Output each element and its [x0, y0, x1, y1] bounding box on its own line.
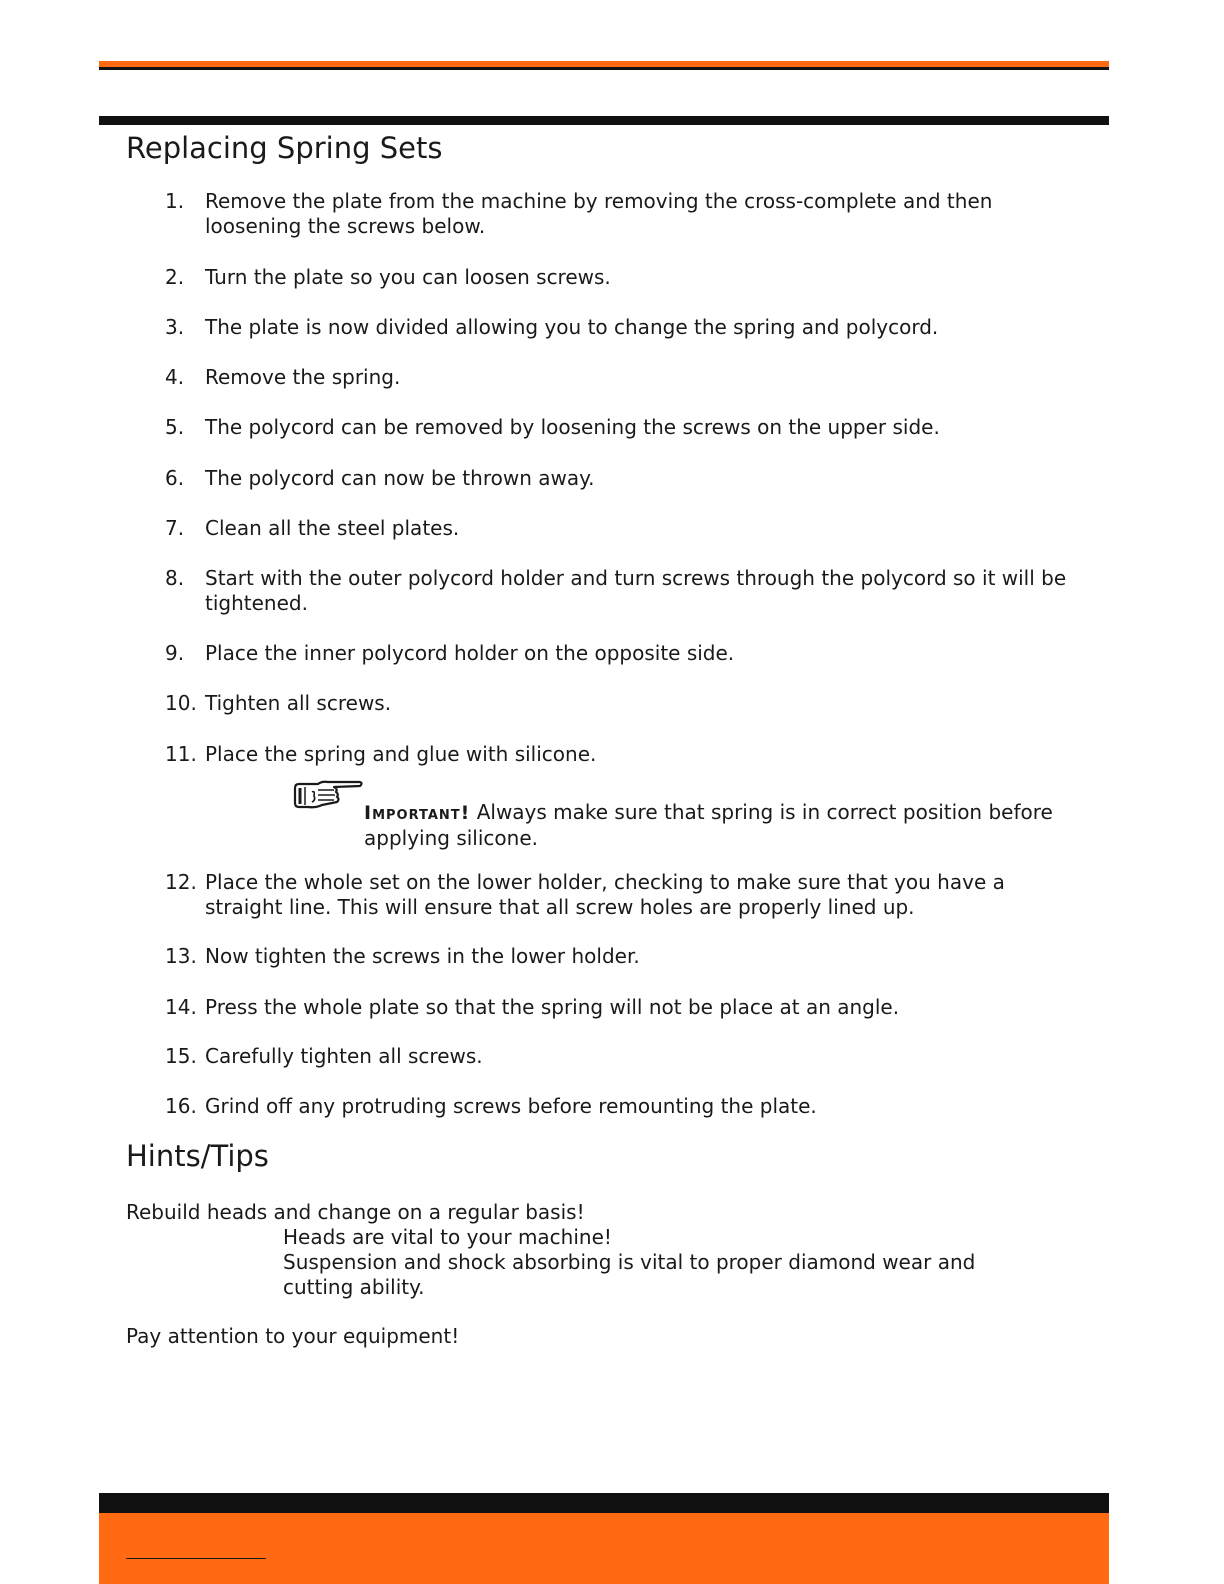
step-item: [165, 641, 1085, 666]
section-title: Replacing Spring Sets: [126, 131, 443, 165]
step-item: [165, 516, 1085, 541]
step-number: 14.: [165, 995, 197, 1019]
footer-rule: [99, 1493, 1109, 1513]
step-text: Remove the plate from the machine by removing the cross-complete and then loosening the screws below.: [205, 189, 993, 238]
step-number: 15.: [165, 1044, 197, 1068]
step-item: [165, 189, 1085, 239]
step-number: 8.: [165, 566, 185, 590]
step-text: Now tighten the screws in the lower holder.: [205, 944, 640, 968]
step-item: [165, 566, 1085, 616]
step-number: 9.: [165, 641, 185, 665]
step-text: The polycord can be removed by loosening the screws on the upper side.: [205, 415, 940, 439]
step-number: 6.: [165, 466, 185, 490]
important-message: Always make sure that spring is in correct position before applying silicone.: [364, 800, 1053, 850]
tips-closing: Pay attention to your equipment!: [126, 1324, 460, 1348]
step-item: [165, 870, 1085, 920]
step-text: The polycord can now be thrown away.: [205, 466, 595, 490]
step-item: [165, 466, 1085, 491]
step-text: Press the whole plate so that the spring will not be place at an angle.: [205, 995, 900, 1019]
step-number: 1.: [165, 189, 185, 213]
important-label: Important!: [364, 802, 471, 824]
tips-lead: Rebuild heads and change on a regular basis!: [126, 1200, 585, 1224]
step-text: Clean all the steel plates.: [205, 516, 460, 540]
step-number: 7.: [165, 516, 185, 540]
step-item: [165, 265, 1085, 290]
important-note: [292, 778, 1072, 854]
header-rule: [99, 116, 1109, 125]
step-number: 13.: [165, 944, 197, 968]
pointing-hand-icon: [292, 778, 364, 816]
step-number: 4.: [165, 365, 185, 389]
footer-band: [99, 1513, 1109, 1584]
step-text: The plate is now divided allowing you to change the spring and polycord.: [205, 315, 939, 339]
step-item: [165, 365, 1085, 390]
step-item: [165, 691, 1085, 716]
step-number: 12.: [165, 870, 197, 894]
footer-underline: [126, 1558, 266, 1559]
tips-detail: cutting ability.: [283, 1275, 425, 1299]
step-item: [165, 1094, 1085, 1119]
step-text: Place the inner polycord holder on the opposite side.: [205, 641, 735, 665]
important-note-text: [364, 800, 1064, 851]
step-text: Tighten all screws.: [205, 691, 392, 715]
step-text: Place the whole set on the lower holder, checking to make sure that you have a straight line. This will ensure that all screw holes are properly lined up.: [205, 870, 1005, 919]
step-item: [165, 995, 1085, 1020]
tips-detail: Suspension and shock absorbing is vital to proper diamond wear and: [283, 1250, 976, 1274]
step-text: Carefully tighten all screws.: [205, 1044, 483, 1068]
step-item: [165, 1044, 1085, 1069]
tips-detail: Heads are vital to your machine!: [283, 1225, 612, 1249]
step-number: 16.: [165, 1094, 197, 1118]
step-text: Grind off any protruding screws before remounting the plate.: [205, 1094, 817, 1118]
step-number: 5.: [165, 415, 185, 439]
step-text: Place the spring and glue with silicone.: [205, 742, 597, 766]
step-item: [165, 742, 1085, 767]
top-thin-rule: [99, 67, 1109, 70]
step-number: 3.: [165, 315, 185, 339]
step-number: 10.: [165, 691, 197, 715]
step-text: Remove the spring.: [205, 365, 401, 389]
step-number: 11.: [165, 742, 197, 766]
step-text: Start with the outer polycord holder and turn screws through the polycord so it will be tightened.: [205, 566, 1067, 615]
step-item: [165, 944, 1085, 969]
tips-title: Hints/Tips: [126, 1139, 269, 1173]
step-item: [165, 415, 1085, 440]
step-number: 2.: [165, 265, 185, 289]
step-text: Turn the plate so you can loosen screws.: [205, 265, 611, 289]
step-item: [165, 315, 1085, 340]
